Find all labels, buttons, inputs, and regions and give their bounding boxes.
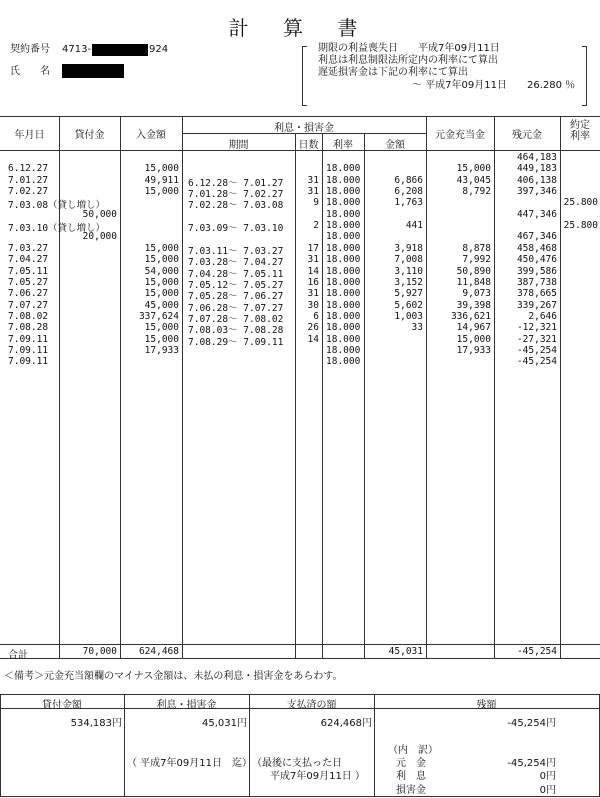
cell-days: 17 [307,242,319,254]
cell-balance: 397,346 [516,186,557,198]
cell-period: 7.05.28～ 7.06.27 [188,291,284,303]
cell-payment: 17,933 [144,344,179,356]
breakdown-interest-label: 利 息 [396,771,426,782]
cell-balance: -27,321 [516,333,557,345]
cell-rate: 18.000 [326,333,361,345]
cell-principal-applied: 336,621 [450,310,491,322]
cell-date: 7.09.11 [8,356,49,368]
cell-payment: 15,000 [144,163,179,175]
cell-interest-amount: 1,763 [394,197,423,209]
cell-principal-applied: 7,992 [462,254,491,266]
cell-principal-applied: 11,848 [456,276,491,288]
cell-payment: 15,000 [144,333,179,345]
cell-date: 7.08.28 [8,322,49,334]
cell-interest-amount: 6,208 [394,186,423,198]
cell-rate: 18.000 [326,265,361,277]
summary-remaining: -45,254円 [507,718,556,729]
summary-paid: 624,468円 [320,718,372,729]
cell-interest-amount: 3,110 [394,265,423,277]
notes-line-1: 期限の利益喪失日 平成7年09月11日 [318,43,500,54]
remark-text: ＜備考＞元金充当額欄のマイナス金額は、未払の利息・損害金をあらわす。 [4,671,343,682]
cell-loan: 20,000 [82,231,117,243]
cell-rate: 18.000 [326,208,361,220]
cell-rate: 18.000 [326,186,361,198]
cell-rate: 18.000 [326,356,361,368]
cell-balance: 339,267 [516,299,557,311]
cell-payment: 45,000 [144,299,179,311]
cell-date: 7.06.27 [8,288,49,300]
summary-interest: 45,031円 [202,718,247,729]
header-period: 期間 [228,140,249,151]
summary-header-loan-total: 貸付金額 [42,700,82,711]
cell-period: 7.03.09～ 7.03.10 [188,223,284,235]
customer-name-label: 氏 名 [10,66,50,77]
cell-payment: 15,000 [144,288,179,300]
cell-period: 7.06.28～ 7.07.27 [188,302,284,314]
redacted-customer-name [62,64,124,78]
header-rate: 利率 [333,140,353,151]
cell-date: 7.05.11 [8,265,49,277]
cell-contract-rate: 25.800 [563,197,598,209]
cell-period: 7.01.28～ 7.02.27 [188,189,284,201]
cell-period: 7.08.03～ 7.08.28 [188,325,284,337]
cell-balance: 467,346 [516,231,557,243]
cell-period: 7.04.28～ 7.05.11 [188,268,284,280]
total-loan: 70,000 [82,646,117,657]
cell-interest-amount: 33 [411,322,423,334]
total-interest-amount: 45,031 [388,646,423,657]
cell-date: 7.08.02 [8,310,49,322]
cell-principal-applied: 14,967 [456,322,491,334]
breakdown-label: （内 訳） [388,745,438,756]
cell-period: 7.05.12～ 7.05.27 [188,279,284,291]
cell-balance: 447,346 [516,208,557,220]
document-title: 計 算 書 [228,16,372,40]
header-principal-applied: 元金充当金 [435,130,485,141]
notes-line-2: 利息は利息制限法所定内の利率にて算出 [318,55,498,66]
cell-days: 9 [313,197,319,209]
cell-principal-applied: 9,073 [462,288,491,300]
cell-interest-amount: 7,008 [394,254,423,266]
cell-contract-rate: 25.800 [563,220,598,232]
cell-days: 31 [307,254,319,266]
cell-balance: 458,468 [516,242,557,254]
redacted-contract-number [92,44,148,56]
cell-date: 7.09.11 [8,333,49,345]
contract-number-prefix: 4713- [62,44,92,55]
cell-date: 7.01.27 [8,174,49,186]
cell-days: 14 [307,265,319,277]
cell-period: 7.02.28～ 7.03.08 [188,200,284,212]
cell-payment: 15,000 [144,322,179,334]
cell-principal-applied: 8,878 [462,242,491,254]
cell-principal-applied: 43,045 [456,174,491,186]
cell-balance: 406,138 [516,174,557,186]
cell-date: 7.03.27 [8,242,49,254]
summary-last-paid-label: （最後に支払った日 [252,758,342,769]
cell-period: 7.03.28～ 7.04.27 [188,257,284,269]
cell-rate: 18.000 [326,288,361,300]
cell-payment: 15,000 [144,242,179,254]
cell-rate: 18.000 [326,299,361,311]
cell-balance: 399,586 [516,265,557,277]
cell-principal-applied: 8,792 [462,186,491,198]
notes-line-4: ～ 平成7年09月11日 26.280 ％ [412,80,576,91]
breakdown-principal-label: 元 金 [396,758,426,769]
cell-date: 6.12.27 [8,163,49,175]
summary-loan-total: 534,183円 [70,718,122,729]
cell-date: 7.03.08（貸し増し） [8,200,106,212]
summary-header-interest: 利息・損害金 [156,700,217,711]
notes-line-3: 遅延損害金は下記の利率にて算出 [318,67,468,78]
cell-days: 31 [307,288,319,300]
cell-rate: 18.000 [326,310,361,322]
cell-days: 2 [313,220,319,232]
cell-date: 7.04.27 [8,254,49,266]
cell-period: 6.12.28～ 7.01.27 [188,177,284,189]
cell-balance: 387,738 [516,276,557,288]
cell-rate: 18.000 [326,254,361,266]
cell-rate: 18.000 [326,242,361,254]
cell-principal-applied: 15,000 [456,333,491,345]
cell-principal-applied: 50,890 [456,265,491,277]
cell-days: 16 [307,276,319,288]
cell-period: 7.03.11～ 7.03.27 [188,245,284,257]
breakdown-principal-value: -45,254円 [507,758,556,769]
cell-interest-amount: 3,152 [394,276,423,288]
breakdown-interest-value: 0円 [539,771,556,782]
cell-principal-applied: 15,000 [456,163,491,175]
cell-date: 7.03.10（貸し増し） [8,223,106,235]
cell-balance: 450,476 [516,254,557,266]
notes-bracket-right [582,46,587,106]
cell-balance: 2,646 [528,310,557,322]
total-balance: -45,254 [516,646,557,657]
cell-balance: 449,183 [516,163,557,175]
cell-loan: 50,000 [82,208,117,220]
cell-date: 7.09.11 [8,344,49,356]
cell-balance: 378,665 [516,288,557,300]
header-payment: 入金額 [136,130,166,141]
cell-balance: 464,183 [516,152,557,163]
summary-header-remaining: 残額 [476,700,497,711]
breakdown-damages-label: 損害金 [396,785,426,796]
cell-rate: 18.000 [326,174,361,186]
header-date: 年月日 [14,130,45,141]
cell-rate: 18.000 [326,197,361,209]
notes-bracket-left [302,46,307,106]
cell-payment: 337,624 [138,310,179,322]
cell-rate: 18.000 [326,220,361,232]
total-label: 合計 [8,650,28,661]
cell-interest-amount: 5,927 [394,288,423,300]
cell-interest-amount: 441 [405,220,423,232]
cell-principal-applied: 17,933 [456,344,491,356]
cell-period: 7.08.29～ 7.09.11 [188,336,284,348]
contract-number-label: 契約番号 [10,44,50,55]
header-interest-group: 利息・損害金 [274,123,334,134]
cell-rate: 18.000 [326,163,361,175]
summary-as-of-date: （ 平成7年09月11日 迄） [127,758,252,769]
cell-days: 31 [307,186,319,198]
cell-payment: 15,000 [144,276,179,288]
cell-interest-amount: 1,003 [394,310,423,322]
cell-days: 31 [307,174,319,186]
header-contract-rate: 約定 利率 [570,120,590,142]
cell-interest-amount: 3,918 [394,242,423,254]
cell-balance: -45,254 [516,344,557,356]
cell-payment: 54,000 [144,265,179,277]
cell-payment: 15,000 [144,254,179,266]
cell-principal-applied: 39,398 [456,299,491,311]
cell-rate: 18.000 [326,231,361,243]
cell-rate: 18.000 [326,344,361,356]
cell-days: 26 [307,322,319,334]
cell-rate: 18.000 [326,322,361,334]
header-balance: 残元金 [512,130,542,141]
cell-date: 7.02.27 [8,186,49,198]
total-payment: 624,468 [138,646,179,657]
header-days: 日数 [298,140,319,151]
cell-interest-amount: 6,866 [394,174,423,186]
cell-days: 14 [307,333,319,345]
cell-balance: -12,321 [516,322,557,334]
header-loan: 貸付金 [74,130,105,141]
cell-period: 7.07.28～ 7.08.02 [188,313,284,325]
summary-header-paid: 支払済の額 [286,700,337,711]
breakdown-damages-value: 0円 [539,785,556,796]
cell-date: 7.05.27 [8,276,49,288]
cell-days: 30 [307,299,319,311]
cell-date: 7.07.27 [8,299,49,311]
summary-last-paid-date: 平成7年09月11日 ） [270,771,365,782]
cell-interest-amount: 5,602 [394,299,423,311]
contract-number-suffix: 924 [149,44,169,55]
header-amount: 金額 [385,140,405,151]
cell-payment: 15,000 [144,186,179,198]
cell-balance: -45,254 [516,356,557,368]
cell-rate: 18.000 [326,276,361,288]
cell-days: 6 [313,310,319,322]
cell-payment: 49,911 [144,174,179,186]
